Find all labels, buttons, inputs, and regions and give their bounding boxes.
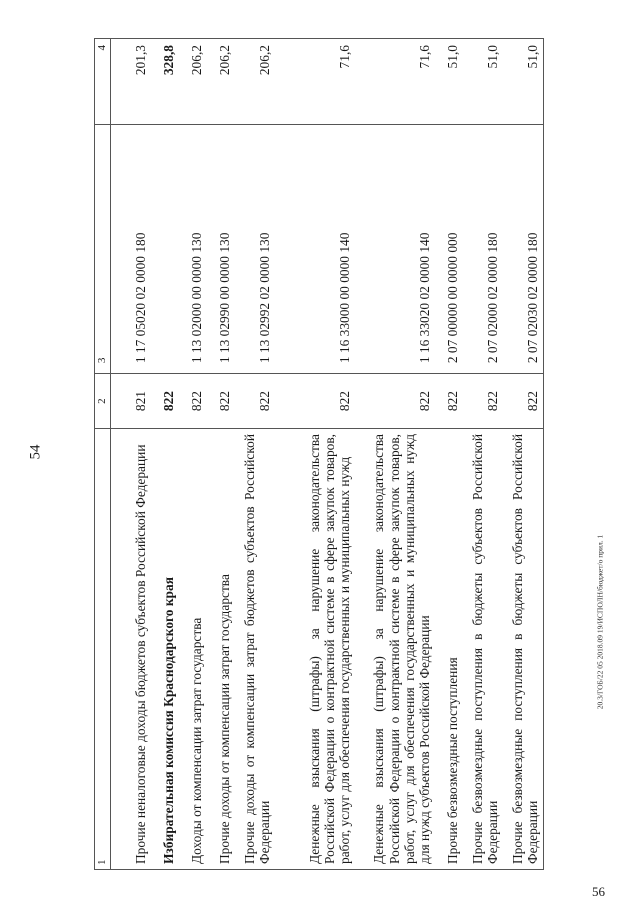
table-row (503, 39, 544, 870)
row-code: 2 07 00000 00 0000 000 (435, 124, 463, 373)
row-name: Прочие безвозмездные поступления (435, 428, 463, 869)
table-row (179, 39, 207, 870)
row-amount: 51,0 (435, 39, 463, 125)
row-amount: 206,2 (179, 39, 207, 125)
row-admin: 821 (110, 374, 151, 429)
row-code: 1 13 02992 02 0000 130 (235, 124, 275, 373)
table-row (151, 39, 179, 870)
table-row (355, 39, 435, 870)
row-name: Прочие доходы от компенсации затрат государства (207, 428, 235, 869)
row-name: Денежные взыскания (штрафы) за нарушение законодательства Российской Федерации о контрактной системе в сфере закупок товаров, работ, услуг для обеспечения государственных и муниципальных нужд для нужд субъектов Российской Федерации (355, 428, 435, 869)
row-name: Прочие неналоговые доходы бюджетов субъектов Российской Федерации (110, 428, 151, 869)
row-admin: 822 (179, 374, 207, 429)
table-row (435, 39, 463, 870)
header-col-1: 1 (95, 428, 111, 869)
row-name: Доходы от компенсации затрат государства (179, 428, 207, 869)
table-container (94, 38, 568, 870)
row-name: Прочие безвозмездные поступления в бюджеты субъектов Российской Федерации (503, 428, 544, 869)
row-code: 1 17 05020 02 0000 180 (110, 124, 151, 373)
row-name: Прочие доходы от компенсации затрат бюджетов субъектов Российской Федерации (235, 428, 275, 869)
row-amount: 71,6 (275, 39, 355, 125)
header-col-4: 4 (95, 39, 111, 125)
row-admin: 822 (435, 374, 463, 429)
header-col-3: 3 (95, 124, 111, 373)
header-col-2: 2 (95, 374, 111, 429)
row-admin: 822 (463, 374, 503, 429)
row-amount: 206,2 (235, 39, 275, 125)
row-amount: 206,2 (207, 39, 235, 125)
page-number-top: 54 (27, 444, 44, 460)
rotated-table (94, 38, 568, 870)
footer-doc-code: 20.3/ГОБ/22 05 2018.09 19/ИСПОЛН/бюджет/о прил. 1 (595, 534, 605, 710)
row-amount: 328,8 (151, 39, 179, 125)
row-code: 1 16 33020 02 0000 140 (355, 124, 435, 373)
row-name: Избирательная комиссия Краснодарского края (151, 428, 179, 869)
row-name: Денежные взыскания (штрафы) за нарушение законодательства Российской Федерации о контрактной системе в сфере закупок товаров, работ, услуг для обеспечения государственных и муниципальных нужд (275, 428, 355, 869)
row-code: 1 16 33000 00 0000 140 (275, 124, 355, 373)
row-amount: 51,0 (463, 39, 503, 125)
row-admin: 822 (503, 374, 544, 429)
row-amount: 201,3 (110, 39, 151, 125)
row-code (151, 124, 179, 373)
table-row (463, 39, 503, 870)
row-admin: 822 (151, 374, 179, 429)
row-code: 2 07 02030 02 0000 180 (503, 124, 544, 373)
row-code: 1 13 02000 00 0000 130 (179, 124, 207, 373)
row-code: 1 13 02990 00 0000 130 (207, 124, 235, 373)
table-row (110, 39, 151, 870)
page-number-bottom: 56 (592, 884, 605, 899)
row-admin: 822 (275, 374, 355, 429)
row-code: 2 07 02000 02 0000 180 (463, 124, 503, 373)
table-row (207, 39, 235, 870)
row-admin: 822 (355, 374, 435, 429)
row-amount: 71,6 (355, 39, 435, 125)
revenue-table (94, 38, 544, 870)
table-row (275, 39, 355, 870)
row-name: Прочие безвозмездные поступления в бюджеты субъектов Российской Федерации (463, 428, 503, 869)
table-header-row (95, 39, 111, 870)
table-row (235, 39, 275, 870)
row-amount: 51,0 (503, 39, 544, 125)
row-admin: 822 (235, 374, 275, 429)
row-admin: 822 (207, 374, 235, 429)
